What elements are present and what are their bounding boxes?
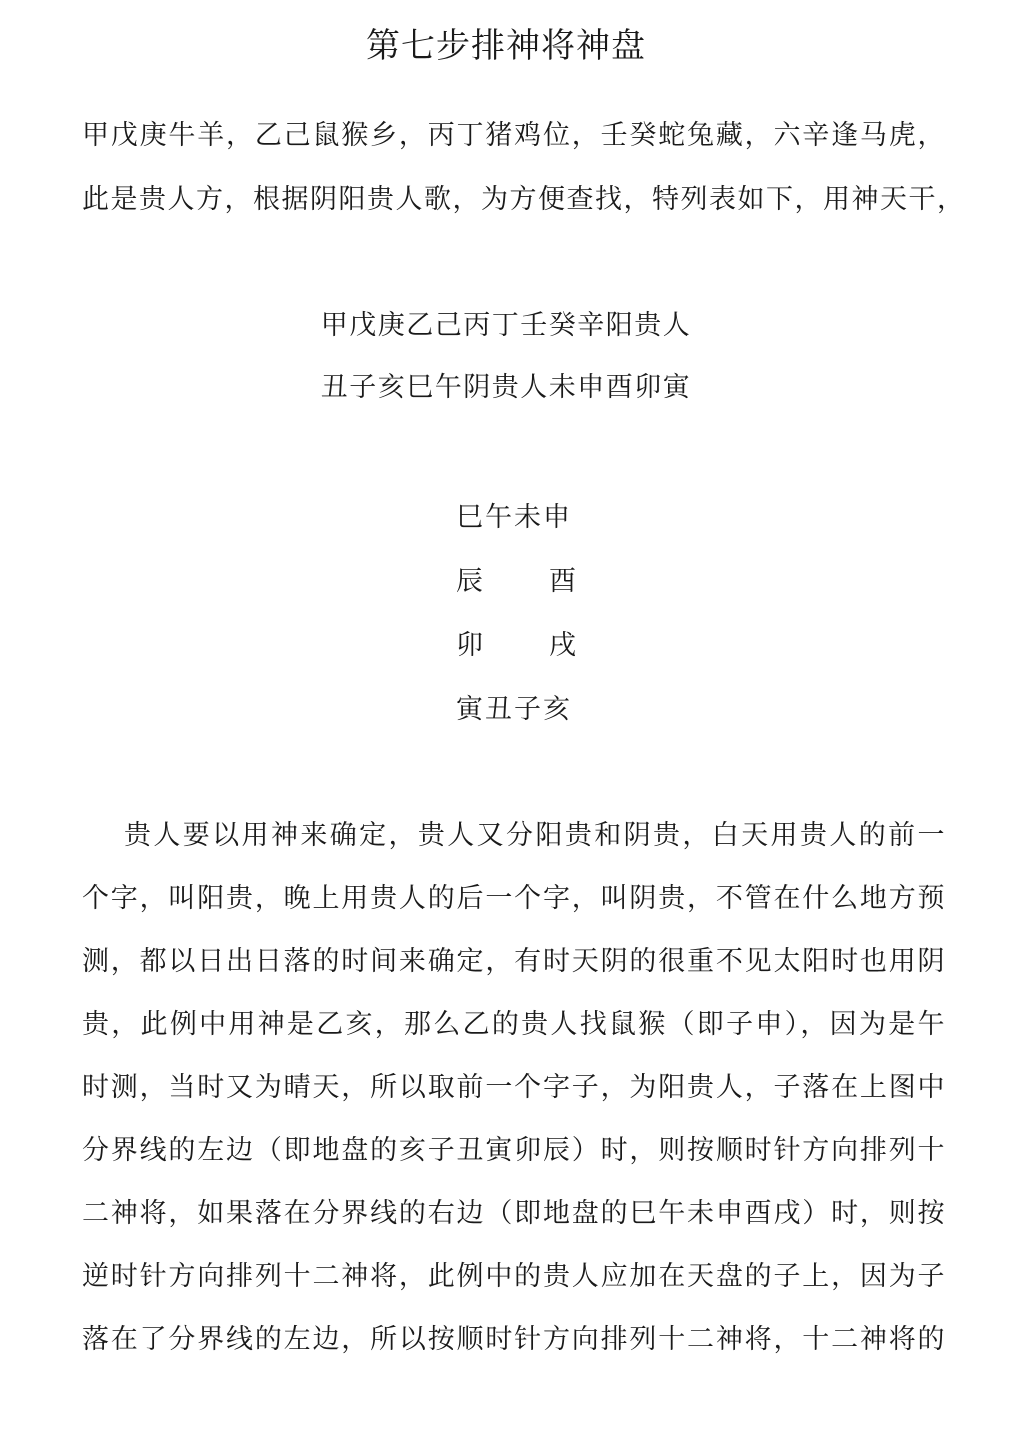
- body-line-6: 分界线的左边（即地盘的亥子丑寅卯辰）时，则按顺时针方向排列十: [82, 1135, 946, 1166]
- intro-line-2: 此是贵人方，根据阴阳贵人歌，为方便查找，特列表如下，用神天干，: [82, 184, 966, 215]
- body-line-1: 贵人要以用神来确定，贵人又分阳贵和阴贵，白天用贵人的前一: [124, 820, 946, 851]
- body-line-7: 二神将，如果落在分界线的右边（即地盘的巳午未申酉戌）时，则按: [82, 1198, 946, 1229]
- body-line-2: 个字，叫阳贵，晚上用贵人的后一个字，叫阴贵，不管在什么地方预: [82, 883, 946, 914]
- board-bottom-row: [456, 692, 576, 728]
- board-row-2: [456, 564, 576, 600]
- body-line-8: 逆时针方向排列十二神将，此例中的贵人应加在天盘的子上，因为子: [82, 1261, 946, 1292]
- board-top-row: [456, 500, 576, 536]
- board-left-2: 辰: [456, 566, 483, 597]
- table-line-yin: 丑子亥巳午阴贵人未申酉卯寅: [320, 372, 692, 403]
- body-line-9: 落在了分界线的左边，所以按顺时针方向排列十二神将，十二神将的: [82, 1324, 946, 1355]
- body-line-4: 贵，此例中用神是乙亥，那么乙的贵人找鼠猴（即子申），因为是午: [82, 1009, 946, 1040]
- board-top-text: 巳午未申: [456, 502, 572, 533]
- body-line-5: 时测，当时又为晴天，所以取前一个字子，为阳贵人，子落在上图中: [82, 1072, 946, 1103]
- intro-line-1: 甲戊庚牛羊，乙己鼠猴乡，丙丁猪鸡位，壬癸蛇兔藏，六辛逢马虎，: [82, 120, 946, 151]
- board-left-3: 卯: [456, 630, 483, 661]
- table-line-yang: 甲戊庚乙己丙丁壬癸辛阳贵人: [320, 310, 692, 341]
- board-row-3: [456, 628, 576, 664]
- board-bottom-text: 寅丑子亥: [456, 694, 572, 725]
- body-line-3: 测，都以日出日落的时间来确定，有时天阴的很重不见太阳时也用阴: [82, 946, 946, 977]
- board-right-3: 戌: [549, 630, 576, 661]
- board-right-2: 酉: [549, 566, 576, 597]
- page-title: 第七步排神将神盘: [366, 26, 646, 66]
